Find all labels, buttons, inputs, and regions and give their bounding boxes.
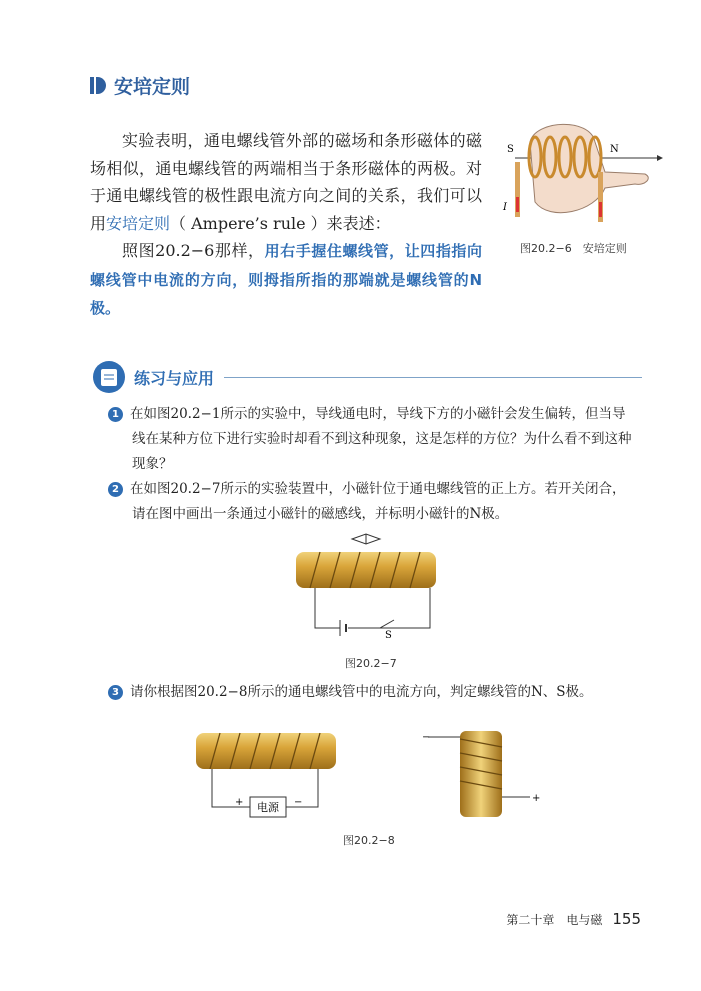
plus-label: + <box>532 793 541 804</box>
paragraph-2 <box>90 237 482 323</box>
question-text: 在如图20.2−7所示的实验装置中，小磁针位于通电螺线管的正上方。若开关闭合，请在图中画出一条通过小磁针的磁感线，并标明小磁针的N极。 <box>130 481 626 522</box>
section-heading <box>90 72 190 99</box>
exercise-section-header <box>92 360 642 394</box>
figure-20-2-7 <box>290 530 450 640</box>
switch-label: S <box>385 630 392 640</box>
figure-20-2-8-left <box>190 725 350 825</box>
term-ampere-rule: 安培定则 <box>106 213 171 233</box>
chapter-title: 第二十章 电与磁 <box>506 913 603 927</box>
figure-ampere-rule-hand <box>495 112 665 232</box>
number-badge: 1 <box>108 407 123 422</box>
minus-label: − <box>294 797 303 808</box>
figure-6-caption: 图20.2−6 安培定则 <box>520 242 627 255</box>
figure-8-caption: 图20.2−8 <box>343 834 395 847</box>
label-i: I <box>503 202 507 213</box>
page-footer <box>506 910 641 928</box>
number-badge: 3 <box>108 685 123 700</box>
plus-label: + <box>235 797 244 808</box>
power-source-label: 电源 <box>257 801 279 814</box>
figure-20-2-8-right <box>420 725 550 825</box>
heading-marker-icon <box>90 77 106 94</box>
question-1 <box>108 402 632 477</box>
label-n: N <box>610 144 619 155</box>
question-3 <box>108 680 632 705</box>
page-number: 155 <box>612 910 641 928</box>
rule-statement: 用右手握住螺线管，让四指指向螺线管中电流的方向，则拇指所指的那端就是螺线管的N极。 <box>90 242 482 317</box>
section-title: 练习与应用 <box>134 368 215 388</box>
divider <box>224 377 642 378</box>
text: （ Ampere’s rule ）来表述： <box>170 213 391 233</box>
heading-text: 安培定则 <box>114 76 191 98</box>
minus-label: − <box>422 732 431 743</box>
text: 实验表明，通电螺线管外部的磁场和条形磁体的磁场相似，通电螺线管的两端相当于条形磁体的两极。对于通电螺线管的极性跟电流方向之间的关系，我们可以用 <box>90 131 482 233</box>
question-text: 在如图20.2−1所示的实验中，导线通电时，导线下方的小磁针会发生偏转，但当导线在某种方位下进行实验时却看不到这种现象，这是怎样的方位？为什么看不到这种现象？ <box>130 406 632 472</box>
question-text: 请你根据图20.2−8所示的通电螺线管中的电流方向，判定螺线管的N、S极。 <box>130 684 593 700</box>
paragraph-1 <box>90 127 482 237</box>
label-s: S <box>507 144 514 155</box>
figure-7-caption: 图20.2−7 <box>345 657 397 670</box>
text: 照图20.2−6那样， <box>122 241 265 260</box>
exercise-icon <box>92 360 126 394</box>
number-badge: 2 <box>108 482 123 497</box>
question-2 <box>108 477 632 527</box>
